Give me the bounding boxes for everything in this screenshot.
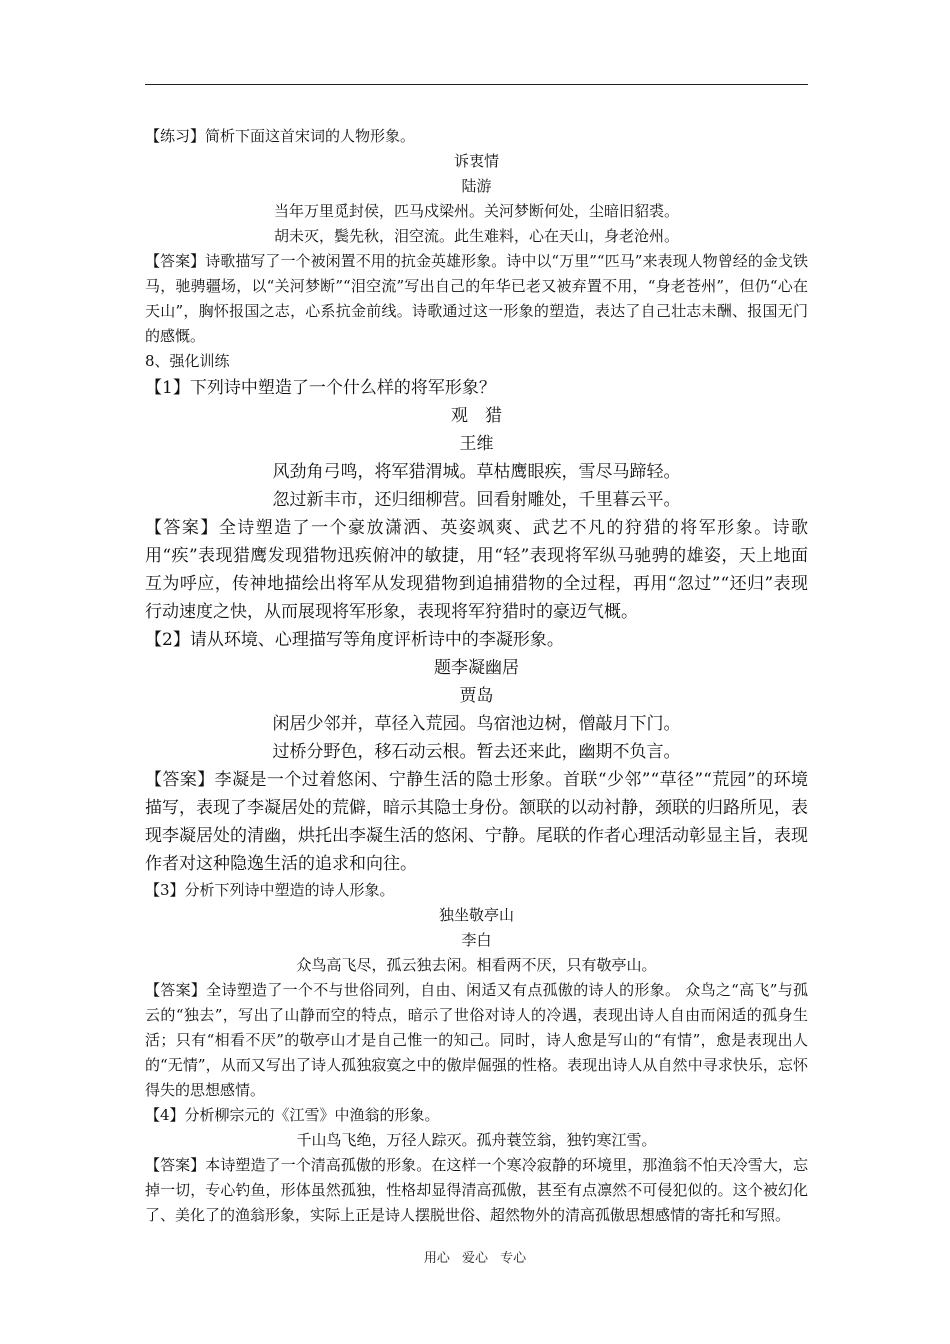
q3-poem-title: 独坐敬亭山 (438, 906, 514, 924)
q2-question: 【2】请从环境、心理描写等角度评析诗中的李凝形象。 (145, 630, 564, 650)
q1-answer: 【答案】全诗塑造了一个豪放潇洒、英姿飒爽、武艺不凡的狩猎的将军形象。诗歌用“疾”表现猎鹰发现猎物迅疾俯冲的敏捷，用“轻”表现将军纵马驰骋的雄姿，天上地面互为呼应，传神地描绘出将军从发现猎物到追捕猎物的全过程，再用“忽过”“还归”表现行动速度之快，从而展现将军形象，表现将军狩猎时的豪迈气概。 (145, 518, 808, 622)
q1-poem-line: 忽过新丰市，还归细柳营。回看射雕处，千里暮云平。 (272, 490, 681, 510)
q1-poem-line: 风劲角弓鸣，将军猎渭城。草枯鹰眼疾，雪尽马蹄轻。 (272, 462, 681, 482)
q4-question: 【4】分析柳宗元的《江雪》中渔翁的形象。 (145, 1106, 440, 1124)
exercise-answer: 【答案】诗歌描写了一个被闲置不用的抗金英雄形象。诗中以“万里”“匹马”来表现人物曾经的金戈铁马，驰骋疆场，以“关河梦断”“泪空流”写出自己的年华已老又被弃置不用，“身老苍州”，但仍“心在天山”，胸怀报国之志，心系抗金前线。诗歌通过这一形象的塑造，表达了自己壮志未酬、报国无门的感慨。 (145, 252, 808, 345)
exercise-poem-line: 当年万里觅封侯，匹马戍梁州。关河梦断何处，尘暗旧貂裘。 (273, 202, 679, 220)
q4-poem-line: 千山鸟飞绝，万径人踪灭。孤舟蓑笠翁，独钓寒江雪。 (296, 1131, 657, 1149)
q3-poem-author: 李白 (461, 931, 492, 949)
q1-poem-title: 观 猎 (451, 406, 502, 426)
q3-poem-line: 众鸟高飞尽，孤云独去闲。相看两不厌，只有敬亭山。 (296, 956, 657, 974)
exercise-poem-title: 诉衷情 (453, 152, 499, 170)
q2-poem-title: 题李凝幽居 (434, 658, 519, 678)
exercise-poem-author: 陆游 (461, 177, 492, 195)
q2-answer: 【答案】李凝是一个过着悠闲、宁静生活的隐士形象。首联“少邻”“草径”“荒园”的环境描写，表现了李凝居处的荒僻，暗示其隐士身份。颔联的以动衬静，颈联的归路所见，表现李凝居处的清幽，烘托出李凝生活的悠闲、宁静。尾联的作者心理活动彰显主旨，表现作者对这种隐逸生活的追求和向往。 (145, 770, 808, 874)
q2-poem-author: 贾岛 (459, 686, 494, 706)
q3-question: 【3】分析下列诗中塑造的诗人形象。 (145, 881, 395, 899)
header-rule (145, 84, 808, 85)
q4-answer: 【答案】本诗塑造了一个清高孤傲的形象。在这样一个寒冷寂静的环境里，那渔翁不怕天冷雪大，忘掉一切，专心钓鱼，形体虽然孤独，性格却显得清高孤傲，甚至有点凛然不可侵犯似的。这个被幻化了、美化了的渔翁形象，实际上正是诗人摆脱世俗、超然物外的清高孤傲思想感情的寄托和写照。 (145, 1156, 808, 1224)
exercise-poem-line: 胡未灭，鬓先秋，泪空流。此生难料，心在天山，身老沧州。 (273, 227, 679, 245)
exercise-question: 【练习】简析下面这首宋词的人物形象。 (145, 127, 416, 145)
q2-poem-line: 过桥分野色，移石动云根。暂去还来此，幽期不负言。 (272, 742, 681, 762)
q2-poem-line: 闲居少邻并，草径入荒园。鸟宿池边树，僧敲月下门。 (272, 714, 681, 734)
q1-poem-author: 王维 (459, 434, 494, 454)
q3-answer: 【答案】全诗塑造了一个不与世俗同列，自由、闲适又有点孤傲的诗人的形象。 众鸟之“高飞”与孤云的“独去”，写出了山静而空的特点，暗示了世俗对诗人的冷遇，表现出诗人自由而闲适的孤身生活；只有“相看不厌”的敬亭山才是自己惟一的知己。同时，诗人愈是写山的“有情”，愈是表现出人的“无情”，从而又写出了诗人孤独寂寞之中的傲岸倔强的性格。表现出诗人从自然中寻求快乐，忘怀得失的思想感情。 (145, 981, 808, 1099)
document-body (145, 124, 808, 1228)
section-heading: 8、强化训练 (145, 352, 230, 370)
q1-question: 【1】下列诗中塑造了一个什么样的将军形象？ (145, 378, 496, 398)
page-footer: 用心 爱心 专心 (423, 1251, 527, 1266)
